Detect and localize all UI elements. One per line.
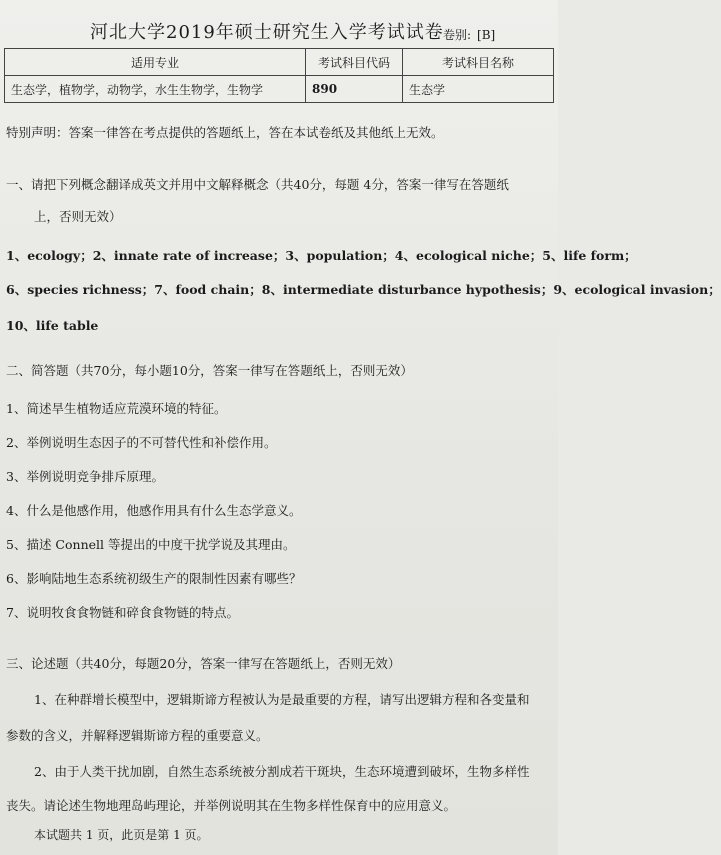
special-notice: 特别声明：答案一律答在考点提供的答题纸上，答在本试卷纸及其他纸上无效。 bbox=[6, 125, 444, 140]
short-question-6: 6、影响陆地生态系统初级生产的限制性因素有哪些？ bbox=[6, 571, 302, 586]
section2-heading: 二、简答题（共70分，每小题10分，答案一律写在答题纸上，否则无效） bbox=[6, 363, 413, 378]
exam-title: 河北大学2019年硕士研究生入学考试试卷 bbox=[90, 22, 444, 43]
short-question-2: 2、举例说明生态因子的不可替代性和补偿作用。 bbox=[6, 435, 277, 450]
exam-header bbox=[0, 12, 558, 46]
paper-version-label: 卷别: bbox=[443, 28, 472, 42]
essay-question-2-line2: 丧失。请论述生物地理岛屿理论，并举例说明其在生物多样性保育中的应用意义。 bbox=[6, 798, 457, 813]
section1-terms-line1: 1、ecology；2、innate rate of increase；3、population；4、ecological niche；5、life form； bbox=[6, 248, 637, 263]
essay-question-1-line2: 参数的含义，并解释逻辑斯谛方程的重要意义。 bbox=[6, 728, 269, 743]
section1-heading-line2: 上，否则无效） bbox=[34, 209, 122, 224]
section1-heading-line1: 一、请把下列概念翻译成英文并用中文解释概念（共40分，每题 4分，答案一律写在答题纸 bbox=[6, 177, 509, 192]
essay-question-1-line1: 1、在种群增长模型中，逻辑斯谛方程被认为是最重要的方程，请写出逻辑方程和各变量和 bbox=[34, 692, 530, 707]
col-header-code: 考试科目代码 bbox=[306, 49, 403, 76]
col-header-name: 考试科目名称 bbox=[403, 49, 554, 76]
short-question-5: 5、描述 Connell 等提出的中度干扰学说及其理由。 bbox=[6, 537, 296, 552]
subject-code: 890 bbox=[306, 76, 403, 103]
section1-terms-line3: 10、life table bbox=[6, 318, 99, 333]
short-question-3: 3、举例说明竞争排斥原理。 bbox=[6, 469, 164, 484]
essay-question-2-line1: 2、由于人类干扰加剧，自然生态系统被分割成若干斑块，生态环境遭到破坏，生物多样性 bbox=[34, 764, 530, 779]
subject-name: 生态学 bbox=[403, 76, 554, 103]
col-header-major: 适用专业 bbox=[5, 49, 306, 76]
paper-version-value: [B] bbox=[477, 28, 496, 42]
short-question-1: 1、简述旱生植物适应荒漠环境的特征。 bbox=[6, 401, 227, 416]
paper-version bbox=[443, 26, 495, 43]
applicable-majors: 生态学，植物学，动物学，水生生物学，生物学 bbox=[5, 76, 306, 103]
short-question-4: 4、什么是他感作用，他感作用具有什么生态学意义。 bbox=[6, 503, 302, 518]
section3-heading: 三、论述题（共40分，每题20分，答案一律写在答题纸上，否则无效） bbox=[6, 656, 401, 671]
section1-terms-line2: 6、species richness；7、food chain；8、intermediate disturbance hypothesis；9、ecological invasion； bbox=[6, 282, 721, 297]
page-footer: 本试题共 1 页，此页是第 1 页。 bbox=[34, 828, 209, 842]
short-question-7: 7、说明牧食食物链和碎食食物链的特点。 bbox=[6, 605, 239, 620]
subject-info-table bbox=[4, 48, 554, 103]
